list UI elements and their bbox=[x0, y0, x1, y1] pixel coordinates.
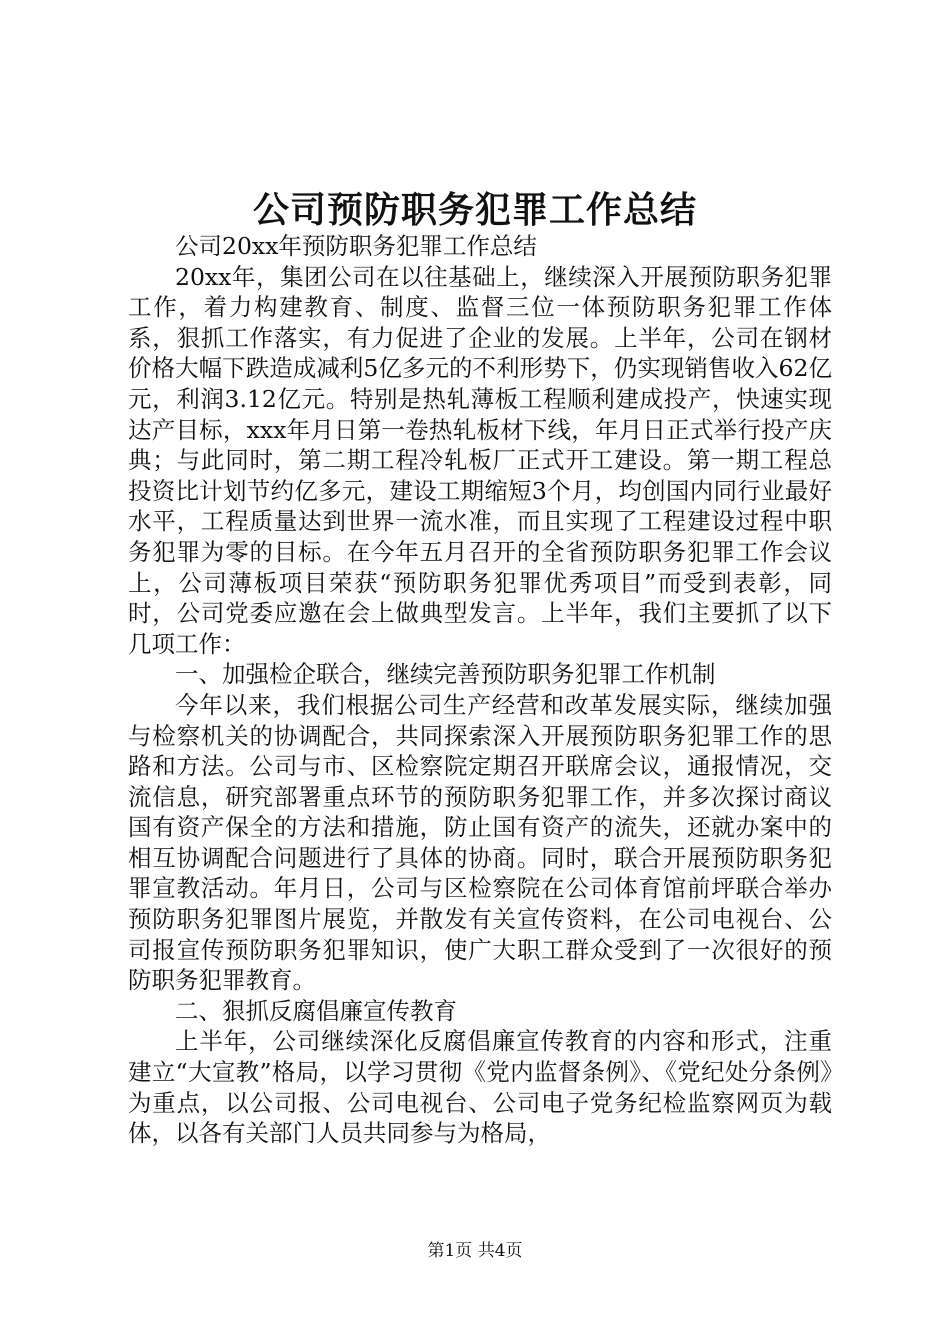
paragraph-intro: 20xx年，集团公司在以往基础上，继续深入开展预防职务犯罪工作，着力构建教育、制度、监督三位一体预防职务犯罪工作体系，狠抓工作落实，有力促进了企业的发展。上半年，公司在钢材价格大幅下跌造成减利5亿多元的不利形势下，仍实现销售收入62亿元，利润3.12亿元。特别是热轧薄板工程顺利建成投产，快速实现达产目标，xxx年月日第一卷热轧板材下线，年月日正式举行投产庆典；与此同时，第二期工程冷轧板厂正式开工建设。第一期工程总投资比计划节约亿多元，建设工期缩短3个月，均创国内同行业最好水平，工程质量达到世界一流水准，而且实现了工程建设过程中职务犯罪为零的目标。在今年五月召开的全省预防职务犯罪工作会议上，公司薄板项目荣获“预防职务犯罪优秀项目”而受到表彰，同时，公司党委应邀在会上做典型发言。上半年，我们主要抓了以下几项工作： bbox=[128, 262, 832, 658]
paragraph-section-2: 上半年，公司继续深化反腐倡廉宣传教育的内容和形式，注重建立“大宣教”格局，以学习贯彻《党内监督条例》、《党纪处分条例》为重点，以公司报、公司电视台、公司电子党务纪检监察网页为载体，以各有关部门人员共同参与为格局， bbox=[128, 1027, 832, 1148]
paragraph-subtitle: 公司20xx年预防职务犯罪工作总结 bbox=[175, 232, 537, 260]
document-body bbox=[128, 231, 832, 1149]
section-heading-2: 二、狠抓反腐倡廉宣传教育 bbox=[175, 996, 457, 1025]
document-title: 公司预防职务犯罪工作总结 bbox=[252, 189, 697, 231]
section-heading-1: 一、加强检企联合，继续完善预防职务犯罪工作机制 bbox=[175, 660, 716, 689]
paragraph-section-1: 今年以来，我们根据公司生产经营和改革发展实际，继续加强与检察机关的协调配合，共同探索深入开展预防职务犯罪工作的思路和方法。公司与市、区检察院定期召开联席会议，通报情况，交流信息，研究部署重点环节的预防职务犯罪工作，并多次探讨商议国有资产保全的方法和措施，防止国有资产的流失，还就办案中的相互协调配合问题进行了具体的协商。同时，联合开展预防职务犯罪宣教活动。年月日，公司与区检察院在公司体育馆前坪联合举办预防职务犯罪图片展览，并散发有关宣传资料，在公司电视台、公司报宣传预防职务犯罪知识，使广大职工群众受到了一次很好的预防职务犯罪教育。 bbox=[128, 690, 832, 995]
page-number-footer: 第1页 共4页 bbox=[427, 1241, 523, 1261]
